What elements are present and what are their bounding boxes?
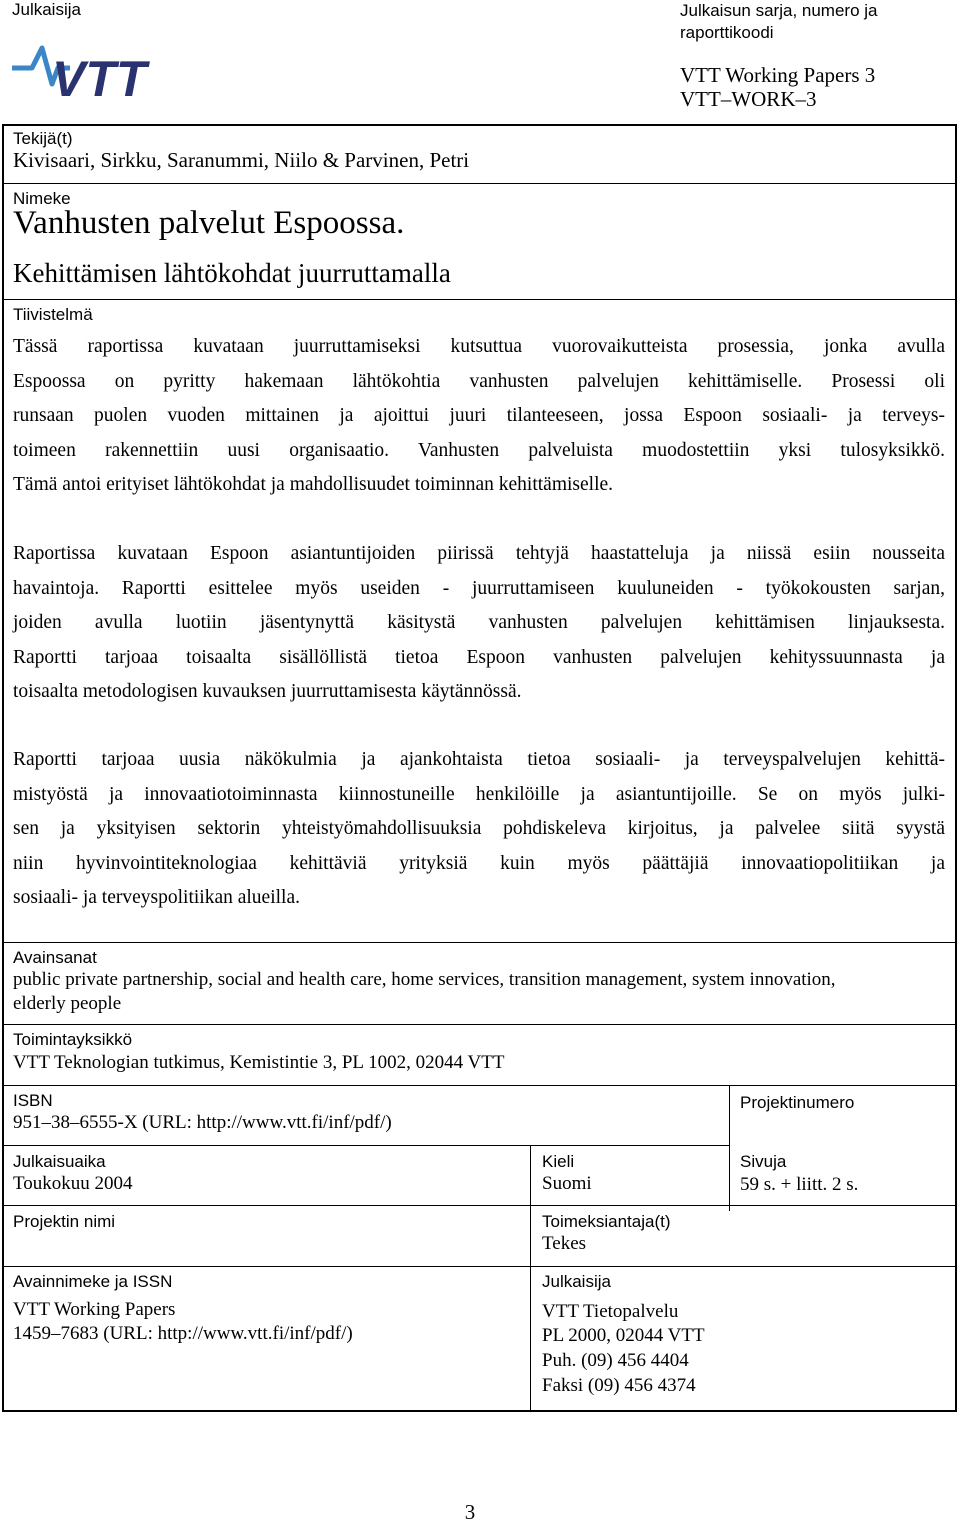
abstract-line: Tämä antoi erityiset lähtökohdat ja mahdollisuudet toiminnan kehittämiselle. bbox=[13, 474, 614, 495]
series-value-line1: VTT Working Papers 3 bbox=[680, 63, 876, 87]
abstract-line: Raportissa kuvataan Espoon asiantuntijoiden piirissä tehtyjä haastatteluja ja niissä esiin nousseita bbox=[13, 543, 945, 564]
title-line2: Kehittämisen lähtökohdat juurruttamalla bbox=[13, 258, 451, 288]
abstract-line: Espoossa on pyritty hakemaan lähtökohtia vanhusten palvelujen kehittämiselle. Prosessi oli bbox=[13, 370, 945, 392]
date-value: Toukokuu 2004 bbox=[13, 1173, 133, 1194]
project-name-label: Projektin nimi bbox=[13, 1212, 116, 1231]
isbn-value: 951–38–6555-X (URL: http://www.vtt.fi/inf/pdf/) bbox=[13, 1112, 392, 1133]
series-label-line1: Julkaisun sarja, numero ja bbox=[680, 1, 878, 20]
key-title-line1: VTT Working Papers bbox=[13, 1299, 176, 1320]
date-label: Julkaisuaika bbox=[13, 1152, 106, 1171]
abstract-line: joiden avulla luotiin jäsentynyttä käsitystä vanhusten palvelujen kehittämisen linjauksesta. bbox=[13, 612, 945, 633]
keywords-label: Avainsanat bbox=[13, 948, 97, 967]
abstract-paragraph-2 bbox=[13, 537, 945, 710]
divider bbox=[3, 942, 956, 943]
divider bbox=[3, 299, 956, 300]
divider bbox=[530, 1146, 531, 1412]
keywords-line2: elderly people bbox=[13, 993, 122, 1014]
publisher-label: Julkaisija bbox=[542, 1272, 611, 1291]
series-value bbox=[680, 63, 875, 111]
divider bbox=[3, 1145, 729, 1146]
abstract-line: mistyöstä ja innovaatiotoiminnasta kiinnostuneille henkilöille ja asiantuntijoille. Se on myös julki- bbox=[13, 783, 945, 805]
pages-label: Sivuja bbox=[740, 1152, 787, 1171]
title-line1: Vanhusten palvelut Espoossa. bbox=[13, 205, 405, 241]
commissioned-by-label: Toimeksiantaja(t) bbox=[542, 1212, 671, 1231]
divider bbox=[3, 1024, 956, 1025]
divider bbox=[3, 183, 956, 184]
page-number: 3 bbox=[464, 1500, 476, 1524]
abstract-line: niin hyvinvointiteknologiaa kehittäviä yrityksiä kuin myös päättäjiä innovaatiopolitiikan ja bbox=[13, 852, 945, 874]
abstract-line: Raportti tarjoaa uusia näkökulmia ja ajankohtaista tietoa sosiaali- ja terveyspalvelujen kehittä- bbox=[13, 749, 945, 770]
abstract-line: sosiaali- ja terveyspolitiikan alueilla. bbox=[13, 887, 300, 908]
series-label-line2: raporttikoodi bbox=[680, 23, 774, 42]
publisher-line4: Faksi (09) 456 4374 bbox=[542, 1375, 696, 1396]
divider bbox=[3, 1266, 956, 1267]
commissioned-by-value: Tekes bbox=[542, 1233, 587, 1254]
language-value: Suomi bbox=[542, 1173, 592, 1194]
vtt-logo bbox=[12, 40, 174, 100]
series-value-line2: VTT–WORK–3 bbox=[680, 87, 817, 111]
isbn-label: ISBN bbox=[13, 1091, 53, 1110]
abstract-line: sen ja yksityisen sektorin yhteistyömahdollisuuksia pohdiskeleva kirjoitus, ja palvelee siitä syystä bbox=[13, 818, 945, 839]
abstract-label: Tiivistelmä bbox=[13, 305, 93, 324]
series-label bbox=[680, 0, 877, 44]
key-title-label: Avainnimeke ja ISSN bbox=[13, 1272, 173, 1291]
language-label: Kieli bbox=[542, 1152, 575, 1171]
divider bbox=[3, 1205, 956, 1206]
abstract-line: toisaalta metodologisen kuvauksen juurruttamisesta käytännössä. bbox=[13, 681, 522, 702]
abstract-line: Tässä raportissa kuvataan juurruttamiseksi kutsuttua vuorovaikutteista prosessia, jonka avulla bbox=[13, 336, 945, 357]
header-publisher-label: Julkaisija bbox=[12, 0, 81, 19]
logo-text: VTT bbox=[52, 51, 147, 100]
publisher-line3: Puh. (09) 456 4404 bbox=[542, 1350, 689, 1371]
publisher-line1: VTT Tietopalvelu bbox=[542, 1301, 679, 1322]
publisher-line2: PL 2000, 02044 VTT bbox=[542, 1325, 705, 1346]
abstract-line: toimeen rakennettiin uusi organisaatio. Vanhusten palveluista muodostettiin yksi tulosyksikkö. bbox=[13, 439, 945, 461]
authors-label: Tekijä(t) bbox=[13, 129, 73, 148]
unit-value: VTT Teknologian tutkimus, Kemistintie 3, PL 1002, 02044 VTT bbox=[13, 1052, 505, 1073]
abstract-line: runsaan puolen vuoden mittainen ja ajoittui juuri tilanteeseen, jossa Espoon sosiaali- ja terveys- bbox=[13, 405, 945, 426]
divider bbox=[729, 1086, 730, 1211]
pages-value: 59 s. + liitt. 2 s. bbox=[740, 1174, 859, 1195]
unit-label: Toimintayksikkö bbox=[13, 1030, 133, 1049]
abstract-paragraph-3 bbox=[13, 743, 945, 916]
vtt-logo-icon bbox=[12, 40, 174, 100]
abstract-line: havaintoja. Raportti esittelee myös useiden - juurruttamiseen kuuluneiden - työkokousten sarjan, bbox=[13, 577, 945, 599]
authors-value: Kivisaari, Sirkku, Saranummi, Niilo & Parvinen, Petri bbox=[13, 148, 470, 172]
key-title-line2: 1459–7683 (URL: http://www.vtt.fi/inf/pdf/) bbox=[13, 1323, 353, 1344]
abstract-paragraph-1 bbox=[13, 330, 945, 503]
abstract-line: Raportti tarjoaa toisaalta sisällöllistä tietoa Espoon vanhusten palvelujen kehityssuunnasta ja bbox=[13, 646, 945, 668]
project-number-label: Projektinumero bbox=[740, 1093, 855, 1112]
title-label: Nimeke bbox=[13, 189, 71, 208]
divider bbox=[3, 1085, 956, 1086]
keywords-line1: public private partnership, social and health care, home services, transition management, system innovation, bbox=[13, 969, 836, 990]
